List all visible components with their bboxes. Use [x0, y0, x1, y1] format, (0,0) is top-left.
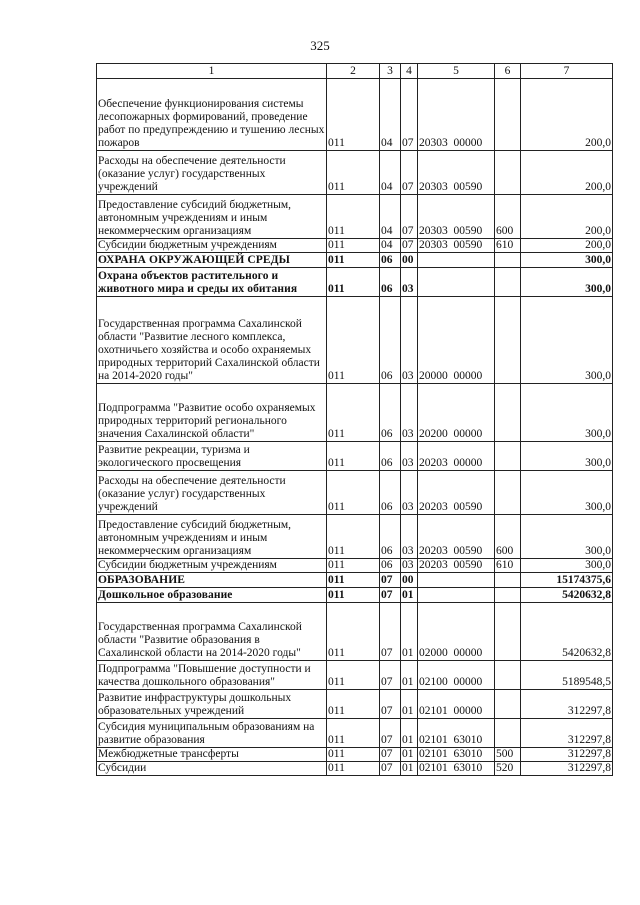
sum-cell: 300,0: [521, 297, 613, 384]
code-cell: 011: [327, 151, 380, 195]
subsection-cell: 01: [401, 762, 418, 776]
name-cell: Дошкольное образование: [97, 588, 327, 603]
sum-cell: 300,0: [521, 471, 613, 515]
subsection-cell: 07: [401, 79, 418, 151]
name-cell: ОХРАНА ОКРУЖАЮЩЕЙ СРЕДЫ: [97, 253, 327, 268]
table-row: [97, 384, 613, 442]
name-cell: ОБРАЗОВАНИЕ: [97, 573, 327, 588]
section-cell: 04: [380, 151, 401, 195]
table-row: [97, 573, 613, 588]
sum-cell: 300,0: [521, 268, 613, 297]
target-code-cell: [418, 588, 495, 603]
expense-type-cell: [495, 151, 521, 195]
name-cell: Предоставление субсидий бюджетным, автономным учреждениям и иным некоммерческим организациям: [97, 195, 327, 239]
code-cell: 011: [327, 603, 380, 661]
section-cell: 06: [380, 515, 401, 559]
name-cell: Субсидии бюджетным учреждениям: [97, 559, 327, 573]
expense-type-cell: [495, 384, 521, 442]
sum-cell: 300,0: [521, 559, 613, 573]
table-row: [97, 268, 613, 297]
code-cell: 011: [327, 661, 380, 690]
section-cell: 04: [380, 195, 401, 239]
subsection-cell: 00: [401, 573, 418, 588]
code-cell: 011: [327, 239, 380, 253]
code-cell: 011: [327, 748, 380, 762]
table-row: [97, 661, 613, 690]
code-cell: 011: [327, 559, 380, 573]
subsection-cell: 07: [401, 195, 418, 239]
header-cell: 3: [380, 64, 401, 79]
header-cell: 6: [495, 64, 521, 79]
expense-type-cell: [495, 588, 521, 603]
target-code-cell: 02101 00000: [418, 690, 495, 719]
target-code-cell: 02101 63010: [418, 748, 495, 762]
page-number: 325: [310, 38, 330, 53]
code-cell: 011: [327, 384, 380, 442]
code-cell: 011: [327, 79, 380, 151]
subsection-cell: 03: [401, 268, 418, 297]
subsection-cell: 03: [401, 559, 418, 573]
name-cell: Субсидия муниципальным образованиям на развитие образования: [97, 719, 327, 748]
sum-cell: 200,0: [521, 79, 613, 151]
table-row: [97, 748, 613, 762]
subsection-cell: 01: [401, 603, 418, 661]
section-cell: 06: [380, 384, 401, 442]
target-code-cell: 20203 00590: [418, 471, 495, 515]
table-row: [97, 79, 613, 151]
expense-type-cell: [495, 297, 521, 384]
target-code-cell: 20000 00000: [418, 297, 495, 384]
code-cell: 011: [327, 268, 380, 297]
sum-cell: 300,0: [521, 515, 613, 559]
table-row: [97, 762, 613, 776]
sum-cell: 200,0: [521, 151, 613, 195]
expense-type-cell: 600: [495, 195, 521, 239]
section-cell: 07: [380, 603, 401, 661]
header-row: [97, 64, 613, 79]
section-cell: 06: [380, 253, 401, 268]
code-cell: 011: [327, 442, 380, 471]
code-cell: 011: [327, 719, 380, 748]
table-row: [97, 195, 613, 239]
sum-cell: 300,0: [521, 253, 613, 268]
code-cell: 011: [327, 762, 380, 776]
target-code-cell: 02101 63010: [418, 719, 495, 748]
section-cell: 06: [380, 442, 401, 471]
section-cell: 06: [380, 268, 401, 297]
expense-type-cell: [495, 79, 521, 151]
section-cell: 07: [380, 573, 401, 588]
subsection-cell: 01: [401, 690, 418, 719]
section-cell: 07: [380, 588, 401, 603]
section-cell: 06: [380, 297, 401, 384]
code-cell: 011: [327, 471, 380, 515]
expense-type-cell: 610: [495, 559, 521, 573]
name-cell: Подпрограмма "Развитие особо охраняемых природных территорий регионального значения Сахалинской области": [97, 384, 327, 442]
expense-type-cell: [495, 661, 521, 690]
subsection-cell: 03: [401, 471, 418, 515]
name-cell: Субсидии бюджетным учреждениям: [97, 239, 327, 253]
target-code-cell: 20203 00590: [418, 515, 495, 559]
target-code-cell: [418, 573, 495, 588]
target-code-cell: 20203 00590: [418, 559, 495, 573]
sum-cell: 312297,8: [521, 748, 613, 762]
subsection-cell: 01: [401, 748, 418, 762]
header-cell: 5: [418, 64, 495, 79]
table-row: [97, 559, 613, 573]
sum-cell: 312297,8: [521, 690, 613, 719]
target-code-cell: 02101 63010: [418, 762, 495, 776]
expense-type-cell: 600: [495, 515, 521, 559]
name-cell: Межбюджетные трансферты: [97, 748, 327, 762]
subsection-cell: 03: [401, 384, 418, 442]
header-cell: 4: [401, 64, 418, 79]
name-cell: Охрана объектов растительного и животного мира и среды их обитания: [97, 268, 327, 297]
sum-cell: 300,0: [521, 442, 613, 471]
target-code-cell: 20200 00000: [418, 384, 495, 442]
sum-cell: 200,0: [521, 195, 613, 239]
code-cell: 011: [327, 573, 380, 588]
table-row: [97, 239, 613, 253]
table-row: [97, 588, 613, 603]
table-row: [97, 151, 613, 195]
code-cell: 011: [327, 297, 380, 384]
table-row: [97, 297, 613, 384]
name-cell: Субсидии: [97, 762, 327, 776]
table-row: [97, 603, 613, 661]
section-cell: 04: [380, 239, 401, 253]
code-cell: 011: [327, 515, 380, 559]
table-row: [97, 253, 613, 268]
subsection-cell: 07: [401, 239, 418, 253]
expense-type-cell: 500: [495, 748, 521, 762]
table-row: [97, 471, 613, 515]
name-cell: Расходы на обеспечение деятельности (оказание услуг) государственных учреждений: [97, 151, 327, 195]
header-cell: 2: [327, 64, 380, 79]
expense-type-cell: 520: [495, 762, 521, 776]
expense-type-cell: 610: [495, 239, 521, 253]
section-cell: 07: [380, 762, 401, 776]
section-cell: 07: [380, 661, 401, 690]
target-code-cell: 20303 00000: [418, 79, 495, 151]
sum-cell: 5420632,8: [521, 603, 613, 661]
name-cell: Государственная программа Сахалинской области "Развитие образования в Сахалинской области на 2014-2020 годы": [97, 603, 327, 661]
expense-type-cell: [495, 442, 521, 471]
sum-cell: 5189548,5: [521, 661, 613, 690]
sum-cell: 312297,8: [521, 762, 613, 776]
subsection-cell: 03: [401, 442, 418, 471]
target-code-cell: 20203 00000: [418, 442, 495, 471]
name-cell: Развитие инфраструктуры дошкольных образовательных учреждений: [97, 690, 327, 719]
table-row: [97, 690, 613, 719]
subsection-cell: 01: [401, 719, 418, 748]
code-cell: 011: [327, 253, 380, 268]
expense-type-cell: [495, 690, 521, 719]
table-row: [97, 719, 613, 748]
section-cell: 04: [380, 79, 401, 151]
name-cell: Обеспечение функционирования системы лесопожарных формирований, проведение работ по предупреждению и тушению лесных пожаров: [97, 79, 327, 151]
section-cell: 07: [380, 690, 401, 719]
table-row: [97, 442, 613, 471]
target-code-cell: 02000 00000: [418, 603, 495, 661]
subsection-cell: 03: [401, 297, 418, 384]
expense-type-cell: [495, 253, 521, 268]
expense-type-cell: [495, 603, 521, 661]
code-cell: 011: [327, 195, 380, 239]
subsection-cell: 00: [401, 253, 418, 268]
table-row: [97, 515, 613, 559]
sum-cell: 200,0: [521, 239, 613, 253]
subsection-cell: 01: [401, 588, 418, 603]
name-cell: Развитие рекреации, туризма и экологического просвещения: [97, 442, 327, 471]
name-cell: Государственная программа Сахалинской области "Развитие лесного комплекса, охотничьего хозяйства и особо охраняемых природных территорий Сахалинской области на 2014-2020 годы": [97, 297, 327, 384]
table-body: [97, 79, 613, 776]
target-code-cell: 02100 00000: [418, 661, 495, 690]
section-cell: 07: [380, 719, 401, 748]
sum-cell: 312297,8: [521, 719, 613, 748]
target-code-cell: 20303 00590: [418, 195, 495, 239]
header-cell: 7: [521, 64, 613, 79]
target-code-cell: [418, 268, 495, 297]
name-cell: Подпрограмма "Повышение доступности и качества дошкольного образования": [97, 661, 327, 690]
header-cell: 1: [97, 64, 327, 79]
sum-cell: 300,0: [521, 384, 613, 442]
section-cell: 07: [380, 748, 401, 762]
subsection-cell: 07: [401, 151, 418, 195]
expense-type-cell: [495, 573, 521, 588]
expense-type-cell: [495, 471, 521, 515]
target-code-cell: [418, 253, 495, 268]
sum-cell: 5420632,8: [521, 588, 613, 603]
name-cell: Расходы на обеспечение деятельности (оказание услуг) государственных учреждений: [97, 471, 327, 515]
sum-cell: 15174375,6: [521, 573, 613, 588]
name-cell: Предоставление субсидий бюджетным, автономным учреждениям и иным некоммерческим организациям: [97, 515, 327, 559]
code-cell: 011: [327, 690, 380, 719]
expense-type-cell: [495, 719, 521, 748]
section-cell: 06: [380, 559, 401, 573]
expense-type-cell: [495, 268, 521, 297]
subsection-cell: 03: [401, 515, 418, 559]
target-code-cell: 20303 00590: [418, 151, 495, 195]
subsection-cell: 01: [401, 661, 418, 690]
code-cell: 011: [327, 588, 380, 603]
section-cell: 06: [380, 471, 401, 515]
target-code-cell: 20303 00590: [418, 239, 495, 253]
budget-table: [96, 63, 613, 776]
